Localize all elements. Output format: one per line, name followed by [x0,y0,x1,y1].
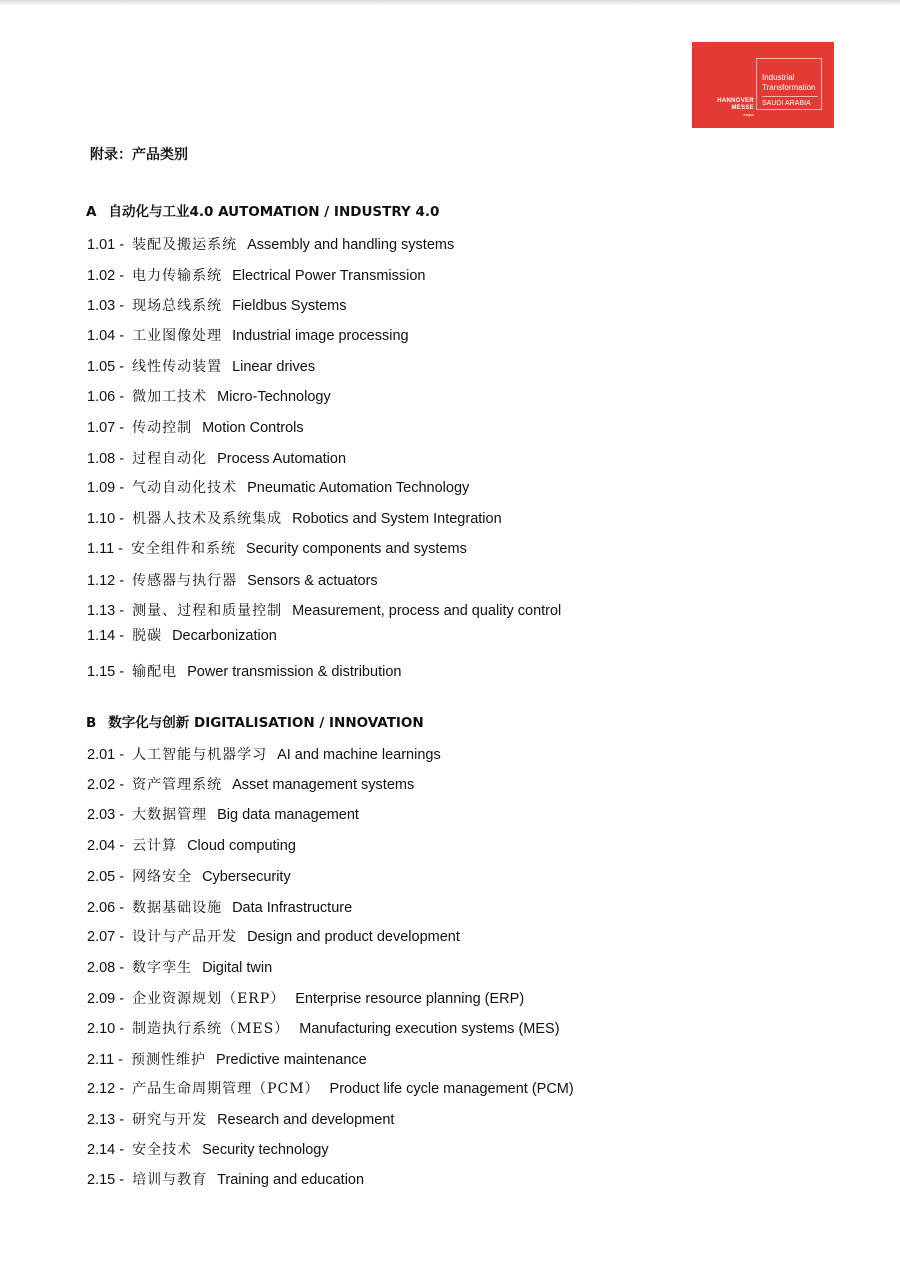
item-separator: - [119,389,125,405]
list-item [87,899,352,917]
item-code: 1.05 [87,359,116,375]
list-item [87,959,272,977]
item-separator: - [119,747,125,763]
item-chinese-label: 人工智能与机器学习 [132,747,268,763]
item-code: 2.12 [87,1081,116,1097]
logo-brand-hannover: HANNOVER [717,98,754,104]
item-code: 2.06 [87,900,116,916]
item-code: 2.04 [87,838,116,854]
item-separator: - [119,1112,125,1128]
item-chinese-label: 传感器与执行器 [132,573,238,589]
list-item [87,806,359,824]
item-chinese-label: 测量、过程和质量控制 [132,603,283,619]
list-item [87,479,469,497]
item-separator: - [119,838,125,854]
section-letter: B [86,715,97,731]
item-separator: - [119,664,125,680]
item-english-label: Predictive maintenance [216,1052,367,1068]
item-code: 2.13 [87,1112,116,1128]
item-code: 2.09 [87,991,116,1007]
item-chinese-label: 云计算 [132,838,178,854]
item-chinese-label: 制造执行系统（MES） [132,1021,290,1037]
list-item [87,267,425,285]
list-item [87,990,524,1008]
page-title: 附录：产品类别 [90,147,188,163]
item-english-label: Cloud computing [187,838,296,854]
item-english-label: Training and education [217,1172,365,1188]
list-item [87,510,502,528]
item-code: 1.15 [87,664,116,680]
item-english-label: Decarbonization [172,628,277,644]
item-code: 2.07 [87,929,116,945]
list-item [87,868,291,886]
item-english-label: Process Automation [217,451,347,467]
logo-brand-expo: expo [743,112,754,117]
item-chinese-label: 企业资源规划（ERP） [132,991,286,1007]
item-separator: - [119,328,125,344]
item-separator: - [119,1142,125,1158]
item-english-label: Asset management systems [232,777,415,793]
item-code: 2.02 [87,777,116,793]
item-chinese-label: 预测性维护 [131,1052,206,1068]
list-item [87,746,441,764]
list-item [87,358,315,376]
item-chinese-label: 脱碳 [132,628,163,644]
section-title: 自动化与工业4.0 AUTOMATION / INDUSTRY 4.0 [108,204,440,220]
item-chinese-label: 研究与开发 [132,1112,208,1128]
item-english-label: Security technology [202,1142,329,1158]
item-chinese-label: 机器人技术及系统集成 [132,511,283,527]
item-english-label: Power transmission & distribution [187,664,402,680]
item-separator: - [119,359,125,375]
item-english-label: Enterprise resource planning (ERP) [295,991,525,1007]
logo-text-industrial: Industrial [762,73,795,82]
page-top-edge [0,0,900,6]
item-code: 1.09 [87,480,116,496]
list-item [87,540,467,558]
list-item [87,602,561,620]
item-chinese-label: 装配及搬运系统 [132,237,238,253]
item-english-label: Motion Controls [202,420,304,436]
item-english-label: Manufacturing execution systems (MES) [299,1021,560,1037]
item-code: 1.13 [87,603,116,619]
item-code: 1.08 [87,451,116,467]
item-separator: - [119,1021,125,1037]
list-item [87,1080,574,1098]
item-separator: - [119,960,125,976]
item-chinese-label: 现场总线系统 [132,298,223,314]
item-code: 1.14 [87,628,116,644]
item-english-label: Micro-Technology [217,389,331,405]
item-chinese-label: 过程自动化 [132,451,208,467]
item-separator: - [119,1172,125,1188]
item-english-label: Pneumatic Automation Technology [247,480,470,496]
item-chinese-label: 资产管理系统 [132,777,223,793]
list-item [87,776,414,794]
item-code: 2.14 [87,1142,116,1158]
item-chinese-label: 电力传输系统 [132,268,223,284]
section-heading [86,711,424,731]
item-separator: - [119,628,125,644]
list-item [87,327,409,345]
item-code: 2.15 [87,1172,116,1188]
item-separator: - [119,420,125,436]
list-item [87,419,304,437]
item-english-label: Research and development [217,1112,395,1128]
item-english-label: AI and machine learnings [277,747,441,763]
item-chinese-label: 线性传动装置 [132,359,223,375]
item-chinese-label: 安全技术 [132,1142,193,1158]
logo-text-saudi-arabia: SAUDI ARABIA [762,100,811,107]
item-english-label: Electrical Power Transmission [232,268,426,284]
list-item [87,1051,367,1069]
item-separator: - [119,298,125,314]
item-code: 2.01 [87,747,116,763]
list-item [87,1111,394,1129]
item-chinese-label: 气动自动化技术 [132,480,238,496]
item-english-label: Linear drives [232,359,316,375]
item-separator: - [119,451,125,467]
item-code: 1.02 [87,268,116,284]
logo-divider [756,58,757,110]
item-chinese-label: 工业图像处理 [132,328,223,344]
item-english-label: Measurement, process and quality control [292,603,562,619]
item-separator: - [119,1081,125,1097]
hannover-messe-logo [692,42,834,128]
item-chinese-label: 安全组件和系统 [131,541,236,557]
item-separator: - [119,807,125,823]
item-english-label: Digital twin [202,960,273,976]
list-item [87,388,331,406]
item-code: 1.04 [87,328,116,344]
list-item [87,663,401,681]
item-english-label: Data Infrastructure [232,900,353,916]
item-separator: - [119,268,125,284]
item-english-label: Design and product development [247,929,460,945]
item-separator: - [119,573,125,589]
item-chinese-label: 输配电 [132,664,178,680]
item-separator: - [119,777,125,793]
list-item [87,1141,329,1159]
list-item [87,1171,364,1189]
item-english-label: Industrial image processing [232,328,409,344]
item-separator: - [119,511,125,527]
item-chinese-label: 数字孪生 [132,960,193,976]
item-chinese-label: 微加工技术 [132,389,208,405]
item-english-label: Security components and systems [246,541,467,557]
item-code: 1.11 [87,541,115,557]
item-chinese-label: 传动控制 [132,420,193,436]
item-chinese-label: 培训与教育 [132,1172,208,1188]
list-item [87,450,346,468]
item-english-label: Big data management [217,807,359,823]
item-separator: - [119,991,125,1007]
item-code: 2.03 [87,807,116,823]
item-english-label: Assembly and handling systems [247,237,455,253]
item-code: 2.08 [87,960,116,976]
item-english-label: Sensors & actuators [247,573,378,589]
section-heading [86,200,439,220]
item-chinese-label: 设计与产品开发 [132,929,238,945]
list-item [87,928,460,946]
item-chinese-label: 数据基础设施 [132,900,223,916]
item-separator: - [119,480,125,496]
item-code: 2.11 [87,1052,115,1068]
list-item [87,572,378,590]
item-chinese-label: 网络安全 [132,869,193,885]
item-separator: - [119,237,125,253]
list-item [87,236,454,254]
list-item [87,837,296,855]
item-code: 2.05 [87,869,116,885]
item-chinese-label: 产品生命周期管理（PCM） [132,1081,320,1097]
item-code: 2.10 [87,1021,116,1037]
item-code: 1.07 [87,420,116,436]
item-separator: - [119,603,125,619]
item-separator: - [119,900,125,916]
item-code: 1.03 [87,298,116,314]
item-code: 1.10 [87,511,116,527]
item-separator: - [119,929,125,945]
item-separator: - [118,541,123,557]
list-item [87,1020,560,1038]
item-english-label: Robotics and System Integration [292,511,502,527]
list-item [87,297,347,315]
item-code: 1.12 [87,573,116,589]
item-separator: - [118,1052,123,1068]
item-english-label: Cybersecurity [202,869,291,885]
item-english-label: Product life cycle management (PCM) [329,1081,574,1097]
section-letter: A [86,204,97,220]
item-code: 1.06 [87,389,116,405]
item-separator: - [119,869,125,885]
list-item [87,627,277,645]
logo-brand-messe: MESSE [731,105,754,111]
logo-separator [762,96,818,97]
item-english-label: Fieldbus Systems [232,298,347,314]
item-chinese-label: 大数据管理 [132,807,208,823]
item-code: 1.01 [87,237,116,253]
section-title: 数字化与创新 DIGITALISATION / INNOVATION [108,715,424,731]
logo-text-transformation: Transformation [762,83,816,92]
